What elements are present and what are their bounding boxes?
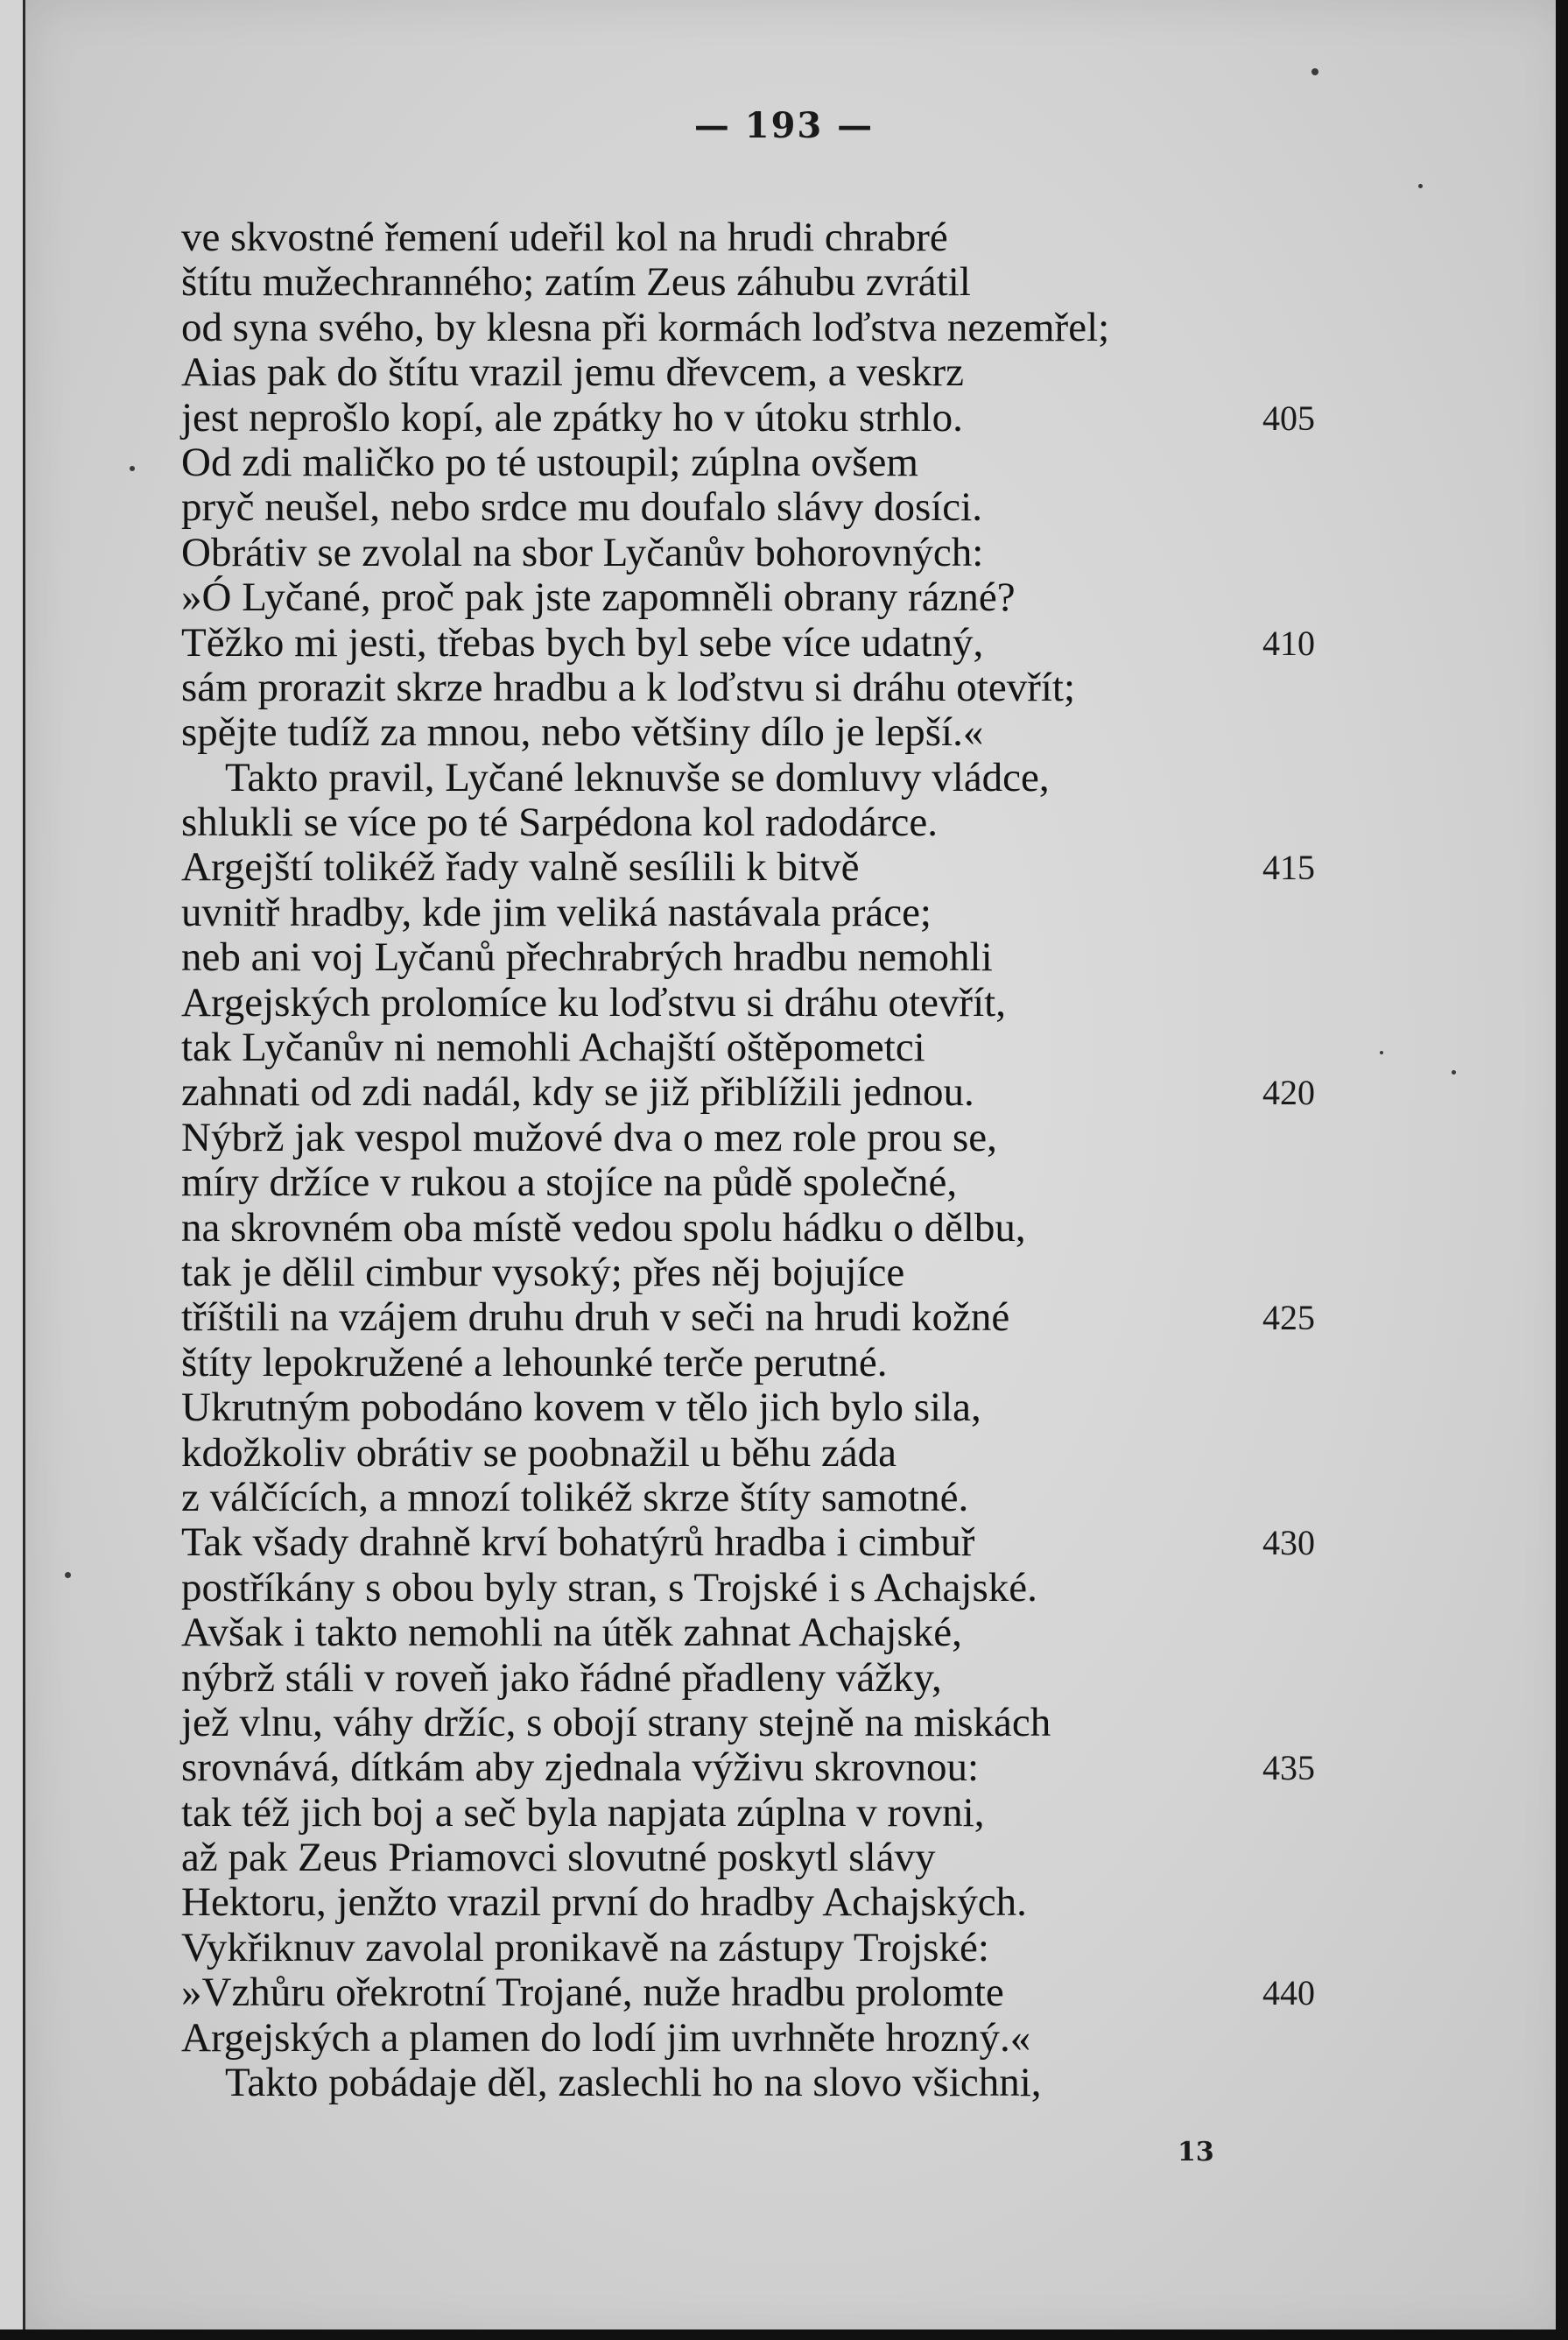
verse-line-text: spějte tudíž za mnou, nebo většiny dílo je lepší.« <box>181 709 984 756</box>
verse-line <box>181 350 1372 395</box>
verse-line <box>181 891 1372 935</box>
verse-line <box>181 1926 1372 1970</box>
verse-line-number: 430 <box>1262 1523 1315 1563</box>
verse-line <box>181 1836 1372 1880</box>
verse-line-text: Argejských a plamen do lodí jim uvrhněte hrozný.« <box>181 2014 1031 2061</box>
verse-line-text: Od zdi maličko po té ustoupil; zúplna ovšem <box>181 439 918 485</box>
verse-line <box>181 1160 1372 1205</box>
verse-line-text: štítu mužechranného; zatím Zeus záhubu zvrátil <box>181 259 971 306</box>
verse-line <box>181 710 1372 755</box>
paper-speck <box>1452 1070 1456 1075</box>
verse-line-text: zahnati od zdi nadál, kdy se již přiblížili jednou. <box>181 1069 974 1116</box>
verse-line-text: tak Lyčanův ni nemohli Achajští oštěpometci <box>181 1025 925 1071</box>
verse-line-text: Ukrutným pobodáno kovem v tělo jich bylo sila, <box>181 1385 981 1431</box>
verse-line <box>181 845 1372 890</box>
paper-speck <box>65 1572 71 1578</box>
verse-line-text: Těžko mi jesti, třebas bych byl sebe více udatný, <box>181 619 984 666</box>
verse-line <box>181 621 1372 666</box>
scan-border-bottom <box>0 2329 1568 2340</box>
verse-line-text: Tak všady drahně krví bohatýrů hradba i cimbuř <box>181 1519 975 1566</box>
verse-line <box>181 1116 1372 1160</box>
verse-line-text: Takto pobádaje děl, zaslechli ho na slovo všichni, <box>225 2060 1042 2106</box>
verse-line <box>181 1791 1372 1836</box>
verse-line-text: sám prorazit skrze hradbu a k loďstvu si dráhu otevřít; <box>181 664 1076 710</box>
verse-line-text: jest neprošlo kopí, ale zpátky ho v útoku strhlo. <box>181 394 963 441</box>
verse-text-block <box>181 215 1372 2105</box>
verse-line-text: jež vlnu, váhy držíc, s obojí strany stejně na miskách <box>181 1699 1051 1745</box>
verse-line <box>181 1341 1372 1385</box>
verse-line <box>181 1880 1372 1925</box>
verse-line-text: od syna svého, by klesna při kormách loďstva nezemřel; <box>181 304 1110 350</box>
verse-line <box>181 800 1372 845</box>
verse-line-text: pryč neušel, nebo srdce mu doufalo slávy dosíci. <box>181 484 982 531</box>
verse-line-text: tříštili na vzájem druhu druh v seči na hrudi kožné <box>181 1294 1010 1341</box>
paper-speck <box>1380 1051 1383 1054</box>
verse-line-number: 435 <box>1262 1748 1315 1788</box>
verse-line-text: Argejských prolomíce ku loďstvu si dráhu otevřít, <box>181 979 1006 1026</box>
verse-line-number: 415 <box>1262 848 1315 888</box>
verse-line-text: nýbrž stáli v roveň jako řádné přadleny vážky, <box>181 1654 942 1701</box>
verse-line <box>181 1431 1372 1476</box>
verse-line-text: shlukli se více po té Sarpédona kol radodárce. <box>181 800 938 846</box>
verse-line <box>181 1701 1372 1745</box>
verse-line-text: ve skvostné řemení udeřil kol na hrudi chrabré <box>181 215 948 260</box>
verse-line <box>181 1656 1372 1701</box>
verse-line <box>181 1295 1372 1340</box>
verse-line-text: štíty lepokružené a lehounké terče perutné. <box>181 1339 888 1385</box>
verse-line <box>181 1206 1372 1251</box>
verse-line <box>181 396 1372 441</box>
verse-line <box>181 981 1372 1026</box>
verse-line-text: kdožkoliv obrátiv se poobnažil u běhu záda <box>181 1429 897 1476</box>
verse-line <box>181 1566 1372 1611</box>
verse-line-text: Hektoru, jenžto vrazil první do hradby Achajských. <box>181 1879 1027 1926</box>
verse-line <box>181 2061 1372 2105</box>
verse-line <box>181 1385 1372 1430</box>
verse-line-text: Avšak i takto nemohli na útěk zahnat Achajské, <box>181 1610 962 1656</box>
verse-line-number: 425 <box>1262 1298 1315 1338</box>
verse-line-text: Argejští tolikéž řady valně sesílili k bitvě <box>181 844 860 891</box>
verse-line-number: 440 <box>1262 1973 1315 2013</box>
verse-line-number: 420 <box>1262 1073 1315 1113</box>
verse-line-text: »Ó Lyčané, proč pak jste zapomněli obrany rázné? <box>181 574 1016 621</box>
verse-line <box>181 756 1372 800</box>
verse-line-number: 405 <box>1262 398 1315 438</box>
verse-line-number: 410 <box>1262 623 1315 663</box>
verse-line <box>181 935 1372 980</box>
scan-border-right <box>1556 0 1568 2340</box>
page-number-header: — 193 — <box>693 105 875 146</box>
verse-line <box>181 1611 1372 1655</box>
verse-line-text: Obrátiv se zvolal na sbor Lyčanův bohorovných: <box>181 529 984 575</box>
paper-speck <box>1418 184 1423 188</box>
verse-line-text: »Vzhůru ořekrotní Trojané, nuže hradbu prolomte <box>181 1970 1004 2016</box>
verse-line-text: Aias pak do štítu vrazil jemu dřevcem, a veskrz <box>181 349 965 396</box>
verse-line-text: tak je dělil cimbur vysoký; přes něj bojujíce <box>181 1249 905 1295</box>
verse-line-text: srovnává, dítkám aby zjednala výživu skrovnou: <box>181 1744 980 1791</box>
verse-line-text: uvnitř hradby, kde jim veliká nastávala práce; <box>181 889 932 935</box>
verse-line <box>181 666 1372 710</box>
paper-speck <box>1311 68 1318 75</box>
verse-line <box>181 1070 1372 1115</box>
verse-line <box>181 2016 1372 2061</box>
verse-line <box>181 1476 1372 1520</box>
verse-line <box>181 441 1372 485</box>
verse-line <box>181 485 1372 530</box>
verse-line-text: na skrovném oba místě vedou spolu hádku o dělbu, <box>181 1204 1026 1251</box>
verse-line <box>181 260 1372 305</box>
verse-line <box>181 215 1372 260</box>
verse-line-text: postříkány s obou byly stran, s Trojské i s Achajské. <box>181 1564 1037 1611</box>
paper-speck <box>130 466 135 471</box>
verse-line <box>181 1251 1372 1295</box>
verse-line <box>181 1026 1372 1070</box>
verse-line <box>181 306 1372 350</box>
verse-line-text: Nýbrž jak vespol mužové dva o mez role prou se, <box>181 1114 997 1160</box>
verse-line <box>181 1970 1372 2015</box>
verse-line <box>181 531 1372 575</box>
verse-line <box>181 1745 1372 1790</box>
verse-line <box>181 575 1372 620</box>
verse-line <box>181 1520 1372 1565</box>
signature-mark: 13 <box>1178 2137 1214 2167</box>
verse-line-text: z válčících, a mnozí tolikéž skrze štíty samotné. <box>181 1474 969 1520</box>
verse-line-text: Vykřiknuv zavolal pronikavě na zástupy Trojské: <box>181 1924 989 1970</box>
verse-line-text: míry držíce v rukou a stojíce na půdě společné, <box>181 1159 958 1206</box>
verse-line-text: tak též jich boj a seč byla napjata zúplna v rovni, <box>181 1789 985 1836</box>
verse-line-text: až pak Zeus Priamovci slovutné poskytl slávy <box>181 1835 936 1881</box>
verse-line-text: neb ani voj Lyčanů přechrabrých hradbu nemohli <box>181 934 993 981</box>
verse-line-text: Takto pravil, Lyčané leknuvše se domluvy vládce, <box>225 754 1050 800</box>
